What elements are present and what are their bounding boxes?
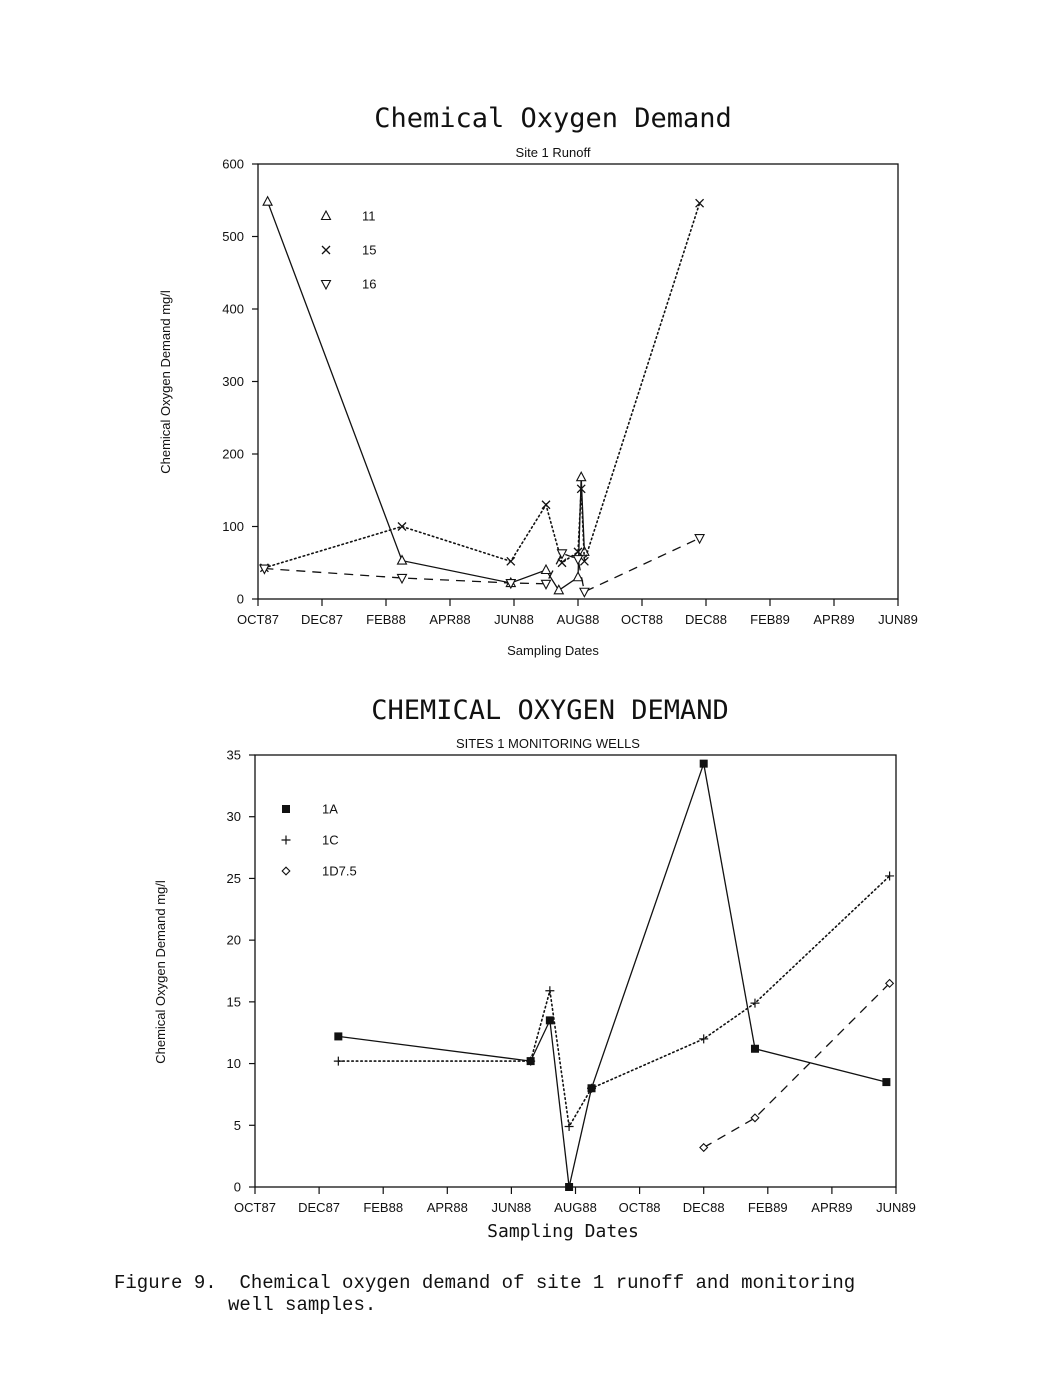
y-axis-label: Chemical Oxygen Demand mg/l bbox=[158, 290, 173, 474]
chart-title: Chemical Oxygen Demand bbox=[374, 103, 732, 134]
y-tick-label: 30 bbox=[226, 809, 241, 825]
legend bbox=[322, 209, 377, 292]
x-tick-label: OCT87 bbox=[237, 612, 279, 627]
legend-marker bbox=[282, 867, 290, 875]
caption-line-1: Chemical oxygen demand of site 1 runoff and monitoring bbox=[239, 1272, 856, 1294]
chart-title: CHEMICAL OXYGEN DEMAND bbox=[371, 695, 729, 726]
data-point bbox=[334, 1057, 343, 1066]
caption-line-2: well samples. bbox=[228, 1294, 377, 1316]
data-point bbox=[263, 197, 272, 206]
data-point bbox=[574, 556, 583, 565]
data-point bbox=[885, 871, 894, 880]
legend-label: 15 bbox=[362, 242, 377, 258]
legend-marker bbox=[282, 805, 290, 813]
series-layer bbox=[260, 197, 704, 597]
legend-label: 1D7.5 bbox=[322, 863, 357, 879]
data-point bbox=[699, 1034, 708, 1043]
data-point bbox=[507, 557, 515, 565]
x-tick-label: JUN88 bbox=[494, 612, 534, 627]
data-point bbox=[542, 565, 551, 574]
data-point bbox=[542, 501, 550, 509]
series-line bbox=[264, 538, 699, 592]
data-point bbox=[696, 199, 704, 207]
data-point bbox=[565, 1122, 574, 1131]
x-tick-label: DEC88 bbox=[682, 1200, 725, 1215]
y-tick-label: 200 bbox=[222, 446, 244, 462]
legend-marker bbox=[322, 246, 330, 254]
data-point bbox=[700, 1144, 708, 1152]
x-tick-label: APR89 bbox=[811, 1200, 853, 1215]
y-axis-label: Chemical Oxygen Demand mg/l bbox=[153, 880, 168, 1064]
x-tick-label: FEB88 bbox=[366, 612, 406, 627]
data-point bbox=[546, 1016, 554, 1024]
x-tick-label: OCT88 bbox=[618, 1200, 661, 1215]
data-point bbox=[558, 550, 567, 559]
x-tick-label: DEC87 bbox=[298, 1200, 341, 1215]
y-tick-label: 0 bbox=[233, 1179, 241, 1195]
legend-marker bbox=[322, 281, 331, 290]
legend-label: 16 bbox=[362, 276, 377, 292]
y-tick-label: 20 bbox=[226, 932, 241, 948]
y-tick-label: 100 bbox=[222, 519, 244, 534]
legend-label: 1C bbox=[322, 832, 339, 848]
x-tick-label: AUG88 bbox=[554, 1200, 597, 1215]
data-point bbox=[751, 1045, 759, 1053]
series-1C bbox=[334, 871, 894, 1131]
series-line bbox=[264, 203, 699, 568]
y-tick-label: 400 bbox=[222, 301, 244, 317]
legend bbox=[282, 802, 357, 879]
x-tick-label: FEB88 bbox=[363, 1200, 404, 1215]
series-line bbox=[268, 202, 585, 591]
data-point bbox=[398, 556, 407, 565]
x-tick-label: APR89 bbox=[813, 612, 855, 627]
data-point bbox=[398, 523, 406, 531]
data-point bbox=[580, 588, 589, 597]
legend-marker bbox=[322, 211, 331, 220]
x-tick-label: OCT88 bbox=[621, 612, 663, 627]
data-point bbox=[334, 1032, 342, 1040]
monitoring-wells-chart bbox=[153, 695, 916, 1242]
data-point bbox=[542, 580, 551, 589]
data-point bbox=[398, 574, 407, 583]
x-tick-label: APR88 bbox=[429, 612, 471, 627]
data-point bbox=[545, 986, 554, 995]
data-point bbox=[700, 760, 708, 768]
data-point bbox=[554, 585, 563, 594]
chart-subtitle: Site 1 Runoff bbox=[515, 145, 591, 160]
legend-label: 1A bbox=[322, 801, 338, 817]
x-tick-label: FEB89 bbox=[747, 1200, 788, 1215]
series-line bbox=[338, 764, 886, 1187]
y-tick-label: 35 bbox=[226, 747, 241, 763]
data-point bbox=[577, 472, 586, 481]
y-tick-label: 600 bbox=[222, 156, 244, 172]
chart-subtitle: SITES 1 MONITORING WELLS bbox=[456, 736, 640, 751]
plot-frame bbox=[258, 164, 898, 599]
x-tick-label: OCT87 bbox=[234, 1200, 276, 1215]
series-layer bbox=[334, 760, 894, 1191]
y-tick-label: 300 bbox=[222, 374, 244, 389]
y-tick-label: 15 bbox=[226, 994, 241, 1010]
axis-ticks bbox=[227, 748, 916, 1216]
y-tick-label: 5 bbox=[233, 1117, 241, 1133]
y-tick-label: 25 bbox=[226, 870, 241, 886]
data-point bbox=[695, 535, 704, 544]
x-tick-label: JUN89 bbox=[878, 612, 918, 627]
series-1D7.5 bbox=[700, 980, 893, 1152]
x-axis-label: Sampling Dates bbox=[507, 643, 599, 658]
x-tick-label: APR88 bbox=[426, 1200, 468, 1215]
data-point bbox=[565, 1183, 573, 1191]
series-16 bbox=[260, 535, 704, 597]
data-point bbox=[574, 572, 583, 581]
plot-frame bbox=[255, 755, 896, 1187]
x-axis-label: Sampling Dates bbox=[487, 1221, 639, 1242]
series-line bbox=[338, 876, 889, 1127]
x-tick-label: JUN89 bbox=[876, 1200, 916, 1215]
y-tick-label: 0 bbox=[236, 591, 244, 607]
series-1A bbox=[334, 760, 890, 1191]
data-point bbox=[751, 1114, 759, 1122]
legend-marker bbox=[282, 836, 291, 845]
x-tick-label: JUN88 bbox=[491, 1200, 532, 1215]
series-15 bbox=[260, 199, 703, 572]
y-tick-label: 10 bbox=[226, 1056, 241, 1072]
legend-label: 11 bbox=[362, 208, 376, 224]
data-point bbox=[882, 1078, 890, 1086]
x-tick-label: AUG88 bbox=[556, 612, 600, 627]
x-tick-label: DEC87 bbox=[301, 612, 343, 627]
series-11 bbox=[263, 197, 589, 594]
figure-caption bbox=[114, 1272, 974, 1316]
x-tick-label: FEB89 bbox=[750, 612, 790, 627]
y-tick-label: 500 bbox=[222, 229, 244, 244]
caption-label: Figure 9. bbox=[114, 1272, 217, 1294]
runoff-chart bbox=[158, 103, 918, 658]
x-tick-label: DEC88 bbox=[685, 612, 727, 627]
series-line bbox=[704, 983, 890, 1147]
